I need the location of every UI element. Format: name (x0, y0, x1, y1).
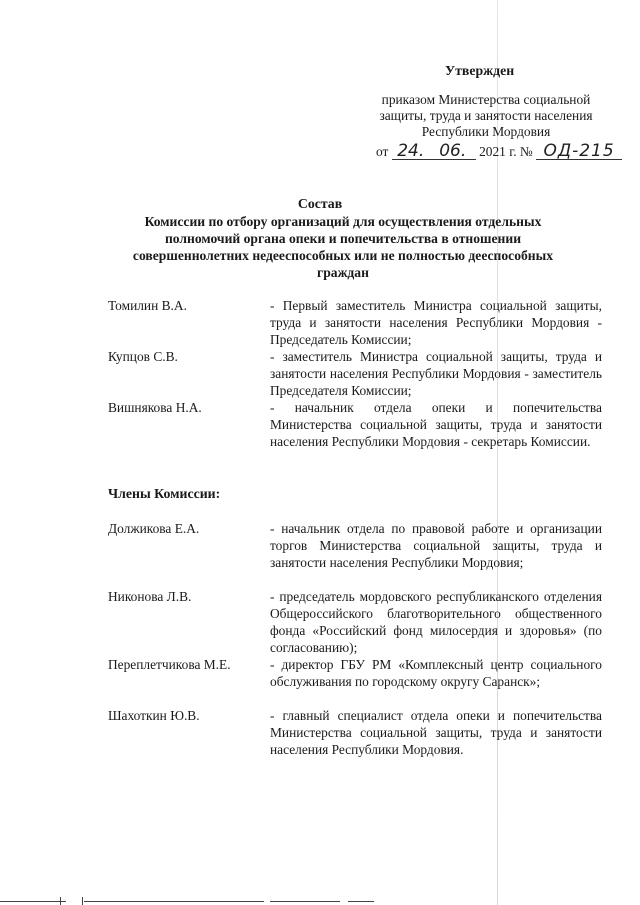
member-name: Должикова Е.А. (108, 521, 200, 536)
member-name: Никонова Л.В. (108, 589, 192, 604)
scan-edge-mark (0, 901, 66, 902)
date-prefix: от (376, 144, 389, 159)
scan-edge-mark (60, 897, 61, 905)
date-year: 2021 г. (479, 144, 517, 159)
order-number-handwritten: ОД-215 (536, 143, 622, 160)
commission-subtitle: Комиссии по отбору организаций для осуществления отдельных полномочий органа опеки и попечительства в отношении совершеннолетних недееспособных или не полностью дееспособных граждан (132, 214, 554, 280)
members-heading: Члены Комиссии: (108, 486, 221, 501)
number-sign: № (519, 144, 533, 159)
approval-heading: Утвержден (445, 63, 515, 78)
date-day-handwritten: 24. (392, 143, 430, 160)
scan-edge-mark (82, 897, 83, 905)
order-date-line (376, 143, 622, 160)
member-role: - Первый заместитель Министра социальной защиты, труда и занятости населения Республики Мордовия - Председатель Комиссии; (270, 298, 602, 347)
approval-line-3: Республики Мордовия (421, 124, 551, 139)
member-name: Томилин В.А. (108, 298, 187, 313)
member-name: Вишнякова Н.А. (108, 400, 202, 415)
member-role: - председатель мордовского республиканского отделения Общероссийского благотворительного общественного фонда «Российский фонд милосердия и здоровья» (по согласованию); (270, 589, 602, 655)
scan-edge-mark (270, 901, 340, 902)
scan-edge-mark (348, 901, 374, 902)
member-role: - начальник отдела по правовой работе и организации торгов Министерства социальной защиты, труда и занятости населения Республики Мордовия; (270, 521, 602, 570)
member-role: - начальник отдела опеки и попечительства Министерства социальной защиты, труда и занятости населения Республики Мордовия - секретарь Комиссии. (270, 400, 602, 449)
member-role: - директор ГБУ РМ «Комплексный центр социального обслуживания по городскому округу Саранск»; (270, 657, 602, 689)
member-name: Переплетчикова М.Е. (108, 657, 231, 672)
approval-line-2: защиты, труда и занятости населения (379, 108, 593, 123)
member-name: Шахоткин Ю.В. (108, 708, 200, 723)
member-name: Купцов С.В. (108, 349, 178, 364)
composition-title: Состав (297, 196, 343, 211)
scan-edge-mark (84, 901, 264, 902)
member-role: - главный специалист отдела опеки и попечительства Министерства социальной защиты, труда и занятости населения Республики Мордовия. (270, 708, 602, 757)
approval-block (356, 92, 616, 140)
date-month-handwritten: 06. (430, 143, 476, 160)
approval-line-1: приказом Министерства социальной (381, 92, 591, 107)
member-role: - заместитель Министра социальной защиты, труда и занятости населения Республики Мордовия - заместитель Председателя Комиссии; (270, 349, 602, 398)
